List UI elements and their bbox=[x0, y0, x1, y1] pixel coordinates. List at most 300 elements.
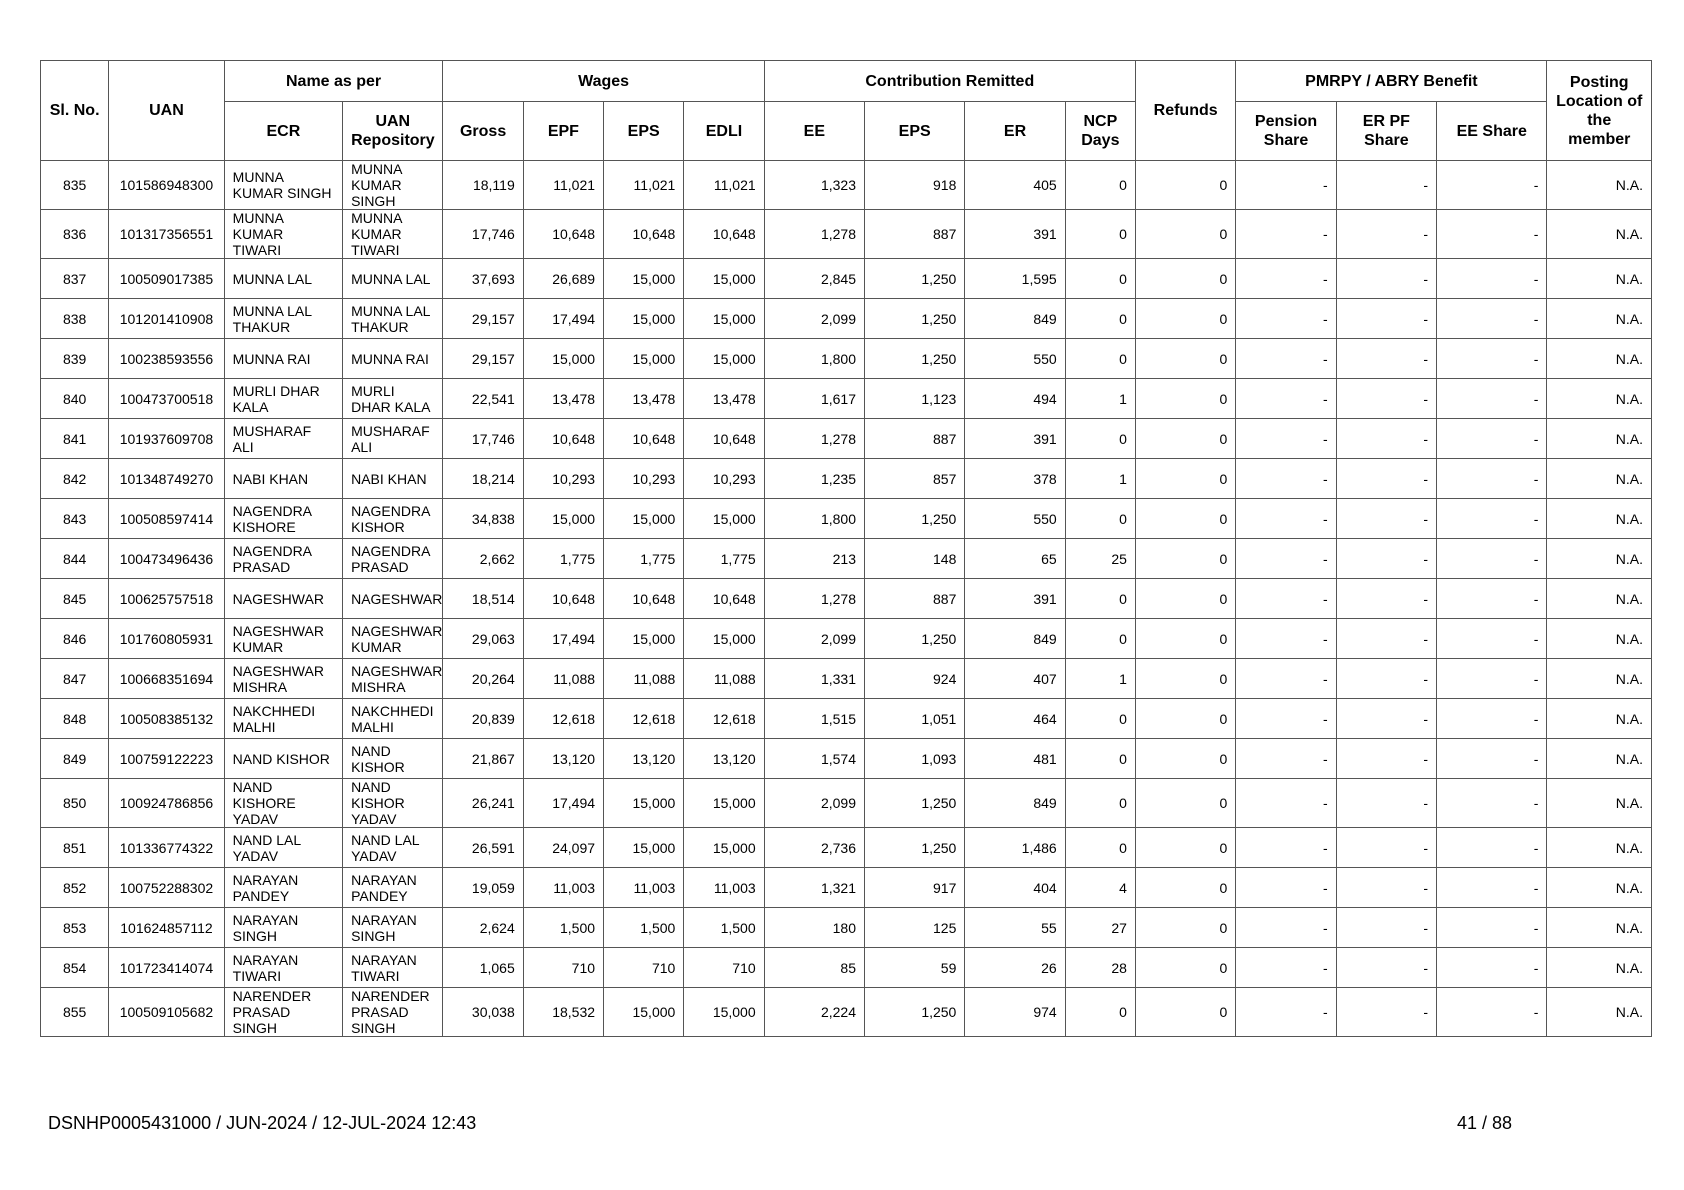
cell-edli: 15,000 bbox=[684, 339, 764, 379]
cell-epf: 17,494 bbox=[523, 779, 603, 828]
cell-ecr-name: NARAYAN SINGH bbox=[224, 908, 342, 948]
cell-gross: 18,214 bbox=[443, 459, 523, 499]
header-name-as-per: Name as per bbox=[224, 61, 443, 102]
cell-uan: 101201410908 bbox=[109, 299, 224, 339]
cell-edli: 13,478 bbox=[684, 379, 764, 419]
cell-ncp-days: 0 bbox=[1065, 210, 1135, 259]
table-row bbox=[41, 259, 1652, 299]
cell-pension-share: - bbox=[1236, 459, 1336, 499]
cell-pension-share: - bbox=[1236, 299, 1336, 339]
cell-sl-no: 852 bbox=[41, 868, 109, 908]
cell-repository-name: NABI KHAN bbox=[343, 459, 443, 499]
cell-gross: 20,839 bbox=[443, 699, 523, 739]
cell-repository-name: NAGENDRA KISHOR bbox=[343, 499, 443, 539]
cell-ncp-days: 27 bbox=[1065, 908, 1135, 948]
cell-ncp-days: 0 bbox=[1065, 988, 1135, 1037]
table-row bbox=[41, 539, 1652, 579]
cell-er: 407 bbox=[965, 659, 1065, 699]
cell-sl-no: 855 bbox=[41, 988, 109, 1037]
cell-gross: 29,063 bbox=[443, 619, 523, 659]
cell-ecr-name: MUNNA LAL THAKUR bbox=[224, 299, 342, 339]
cell-ee-share: - bbox=[1437, 419, 1547, 459]
cell-ee-share: - bbox=[1437, 379, 1547, 419]
cell-contribution-eps: 917 bbox=[865, 868, 965, 908]
cell-epf: 17,494 bbox=[523, 619, 603, 659]
cell-er: 65 bbox=[965, 539, 1065, 579]
header-er: ER bbox=[965, 102, 1065, 161]
cell-uan: 100759122223 bbox=[109, 739, 224, 779]
cell-contribution-eps: 887 bbox=[865, 579, 965, 619]
cell-pension-share: - bbox=[1236, 379, 1336, 419]
cell-uan: 100473496436 bbox=[109, 539, 224, 579]
cell-ee: 1,321 bbox=[764, 868, 864, 908]
table-row bbox=[41, 459, 1652, 499]
cell-ncp-days: 0 bbox=[1065, 699, 1135, 739]
cell-posting-location: N.A. bbox=[1547, 299, 1652, 339]
cell-edli: 10,648 bbox=[684, 419, 764, 459]
cell-ee-share: - bbox=[1437, 339, 1547, 379]
cell-eps: 10,293 bbox=[604, 459, 684, 499]
cell-gross: 17,746 bbox=[443, 419, 523, 459]
cell-ncp-days: 25 bbox=[1065, 539, 1135, 579]
cell-ecr-name: NAKCHHEDI MALHI bbox=[224, 699, 342, 739]
cell-er-pf-share: - bbox=[1336, 299, 1436, 339]
cell-ee: 2,224 bbox=[764, 988, 864, 1037]
table-row bbox=[41, 779, 1652, 828]
cell-contribution-eps: 125 bbox=[865, 908, 965, 948]
cell-epf: 10,648 bbox=[523, 210, 603, 259]
cell-posting-location: N.A. bbox=[1547, 379, 1652, 419]
table-body bbox=[41, 161, 1652, 1037]
cell-ee: 180 bbox=[764, 908, 864, 948]
header-epf: EPF bbox=[523, 102, 603, 161]
cell-gross: 34,838 bbox=[443, 499, 523, 539]
cell-er-pf-share: - bbox=[1336, 988, 1436, 1037]
cell-refunds: 0 bbox=[1135, 579, 1235, 619]
cell-refunds: 0 bbox=[1135, 908, 1235, 948]
cell-contribution-eps: 1,250 bbox=[865, 779, 965, 828]
cell-er-pf-share: - bbox=[1336, 908, 1436, 948]
cell-posting-location: N.A. bbox=[1547, 779, 1652, 828]
cell-ncp-days: 0 bbox=[1065, 619, 1135, 659]
cell-ecr-name: MUNNA KUMAR SINGH bbox=[224, 161, 342, 210]
cell-ncp-days: 0 bbox=[1065, 419, 1135, 459]
cell-sl-no: 835 bbox=[41, 161, 109, 210]
cell-ee: 2,099 bbox=[764, 779, 864, 828]
cell-ee-share: - bbox=[1437, 948, 1547, 988]
table-row bbox=[41, 419, 1652, 459]
cell-eps: 15,000 bbox=[604, 299, 684, 339]
cell-ee-share: - bbox=[1437, 739, 1547, 779]
cell-pension-share: - bbox=[1236, 499, 1336, 539]
cell-gross: 18,119 bbox=[443, 161, 523, 210]
cell-pension-share: - bbox=[1236, 619, 1336, 659]
cell-epf: 710 bbox=[523, 948, 603, 988]
cell-uan: 101624857112 bbox=[109, 908, 224, 948]
cell-ee-share: - bbox=[1437, 659, 1547, 699]
header-edli: EDLI bbox=[684, 102, 764, 161]
cell-ecr-name: NARAYAN PANDEY bbox=[224, 868, 342, 908]
cell-ee-share: - bbox=[1437, 259, 1547, 299]
cell-ee: 1,278 bbox=[764, 579, 864, 619]
cell-ecr-name: MUSHARAF ALI bbox=[224, 419, 342, 459]
cell-eps: 15,000 bbox=[604, 779, 684, 828]
cell-pension-share: - bbox=[1236, 579, 1336, 619]
cell-ncp-days: 0 bbox=[1065, 299, 1135, 339]
cell-repository-name: NAGESHWAR MISHRA bbox=[343, 659, 443, 699]
cell-epf: 1,500 bbox=[523, 908, 603, 948]
cell-ncp-days: 0 bbox=[1065, 339, 1135, 379]
cell-er: 26 bbox=[965, 948, 1065, 988]
cell-repository-name: NARAYAN TIWARI bbox=[343, 948, 443, 988]
cell-pension-share: - bbox=[1236, 161, 1336, 210]
cell-refunds: 0 bbox=[1135, 161, 1235, 210]
cell-pension-share: - bbox=[1236, 779, 1336, 828]
cell-epf: 13,120 bbox=[523, 739, 603, 779]
cell-posting-location: N.A. bbox=[1547, 868, 1652, 908]
cell-ee-share: - bbox=[1437, 619, 1547, 659]
cell-ecr-name: MURLI DHAR KALA bbox=[224, 379, 342, 419]
cell-edli: 13,120 bbox=[684, 739, 764, 779]
cell-contribution-eps: 59 bbox=[865, 948, 965, 988]
cell-epf: 11,088 bbox=[523, 659, 603, 699]
cell-posting-location: N.A. bbox=[1547, 259, 1652, 299]
cell-gross: 17,746 bbox=[443, 210, 523, 259]
cell-refunds: 0 bbox=[1135, 779, 1235, 828]
cell-posting-location: N.A. bbox=[1547, 539, 1652, 579]
cell-epf: 10,293 bbox=[523, 459, 603, 499]
cell-repository-name: MUNNA RAI bbox=[343, 339, 443, 379]
table-row bbox=[41, 988, 1652, 1037]
cell-contribution-eps: 1,250 bbox=[865, 339, 965, 379]
cell-contribution-eps: 1,250 bbox=[865, 828, 965, 868]
cell-epf: 26,689 bbox=[523, 259, 603, 299]
cell-ee-share: - bbox=[1437, 459, 1547, 499]
cell-ee: 1,331 bbox=[764, 659, 864, 699]
cell-uan: 100752288302 bbox=[109, 868, 224, 908]
cell-sl-no: 851 bbox=[41, 828, 109, 868]
cell-repository-name: NARENDER PRASAD SINGH bbox=[343, 988, 443, 1037]
cell-sl-no: 844 bbox=[41, 539, 109, 579]
cell-ecr-name: MUNNA RAI bbox=[224, 339, 342, 379]
cell-refunds: 0 bbox=[1135, 210, 1235, 259]
cell-ecr-name: NAGESHWAR MISHRA bbox=[224, 659, 342, 699]
cell-contribution-eps: 924 bbox=[865, 659, 965, 699]
cell-ncp-days: 1 bbox=[1065, 459, 1135, 499]
cell-refunds: 0 bbox=[1135, 948, 1235, 988]
cell-contribution-eps: 148 bbox=[865, 539, 965, 579]
cell-pension-share: - bbox=[1236, 210, 1336, 259]
cell-uan: 101317356551 bbox=[109, 210, 224, 259]
cell-er-pf-share: - bbox=[1336, 210, 1436, 259]
cell-epf: 11,003 bbox=[523, 868, 603, 908]
cell-contribution-eps: 857 bbox=[865, 459, 965, 499]
cell-eps: 15,000 bbox=[604, 259, 684, 299]
cell-er: 1,486 bbox=[965, 828, 1065, 868]
cell-uan: 100924786856 bbox=[109, 779, 224, 828]
table-row bbox=[41, 699, 1652, 739]
header-eps: EPS bbox=[604, 102, 684, 161]
cell-er: 391 bbox=[965, 419, 1065, 459]
cell-repository-name: MURLI DHAR KALA bbox=[343, 379, 443, 419]
table-row bbox=[41, 299, 1652, 339]
cell-repository-name: NAGESHWAR bbox=[343, 579, 443, 619]
cell-edli: 1,500 bbox=[684, 908, 764, 948]
cell-refunds: 0 bbox=[1135, 619, 1235, 659]
cell-ee: 1,617 bbox=[764, 379, 864, 419]
header-uan-repository: UAN Repository bbox=[343, 102, 443, 161]
cell-edli: 11,021 bbox=[684, 161, 764, 210]
cell-ee: 1,515 bbox=[764, 699, 864, 739]
cell-edli: 11,088 bbox=[684, 659, 764, 699]
cell-posting-location: N.A. bbox=[1547, 619, 1652, 659]
cell-posting-location: N.A. bbox=[1547, 339, 1652, 379]
table-row bbox=[41, 908, 1652, 948]
cell-contribution-eps: 1,250 bbox=[865, 619, 965, 659]
header-posting-location: Posting Location of the member bbox=[1547, 61, 1652, 161]
cell-pension-share: - bbox=[1236, 908, 1336, 948]
cell-posting-location: N.A. bbox=[1547, 161, 1652, 210]
cell-er-pf-share: - bbox=[1336, 259, 1436, 299]
cell-ncp-days: 1 bbox=[1065, 659, 1135, 699]
cell-ee: 213 bbox=[764, 539, 864, 579]
cell-repository-name: MUNNA KUMAR TIWARI bbox=[343, 210, 443, 259]
cell-er-pf-share: - bbox=[1336, 161, 1436, 210]
cell-gross: 18,514 bbox=[443, 579, 523, 619]
cell-gross: 37,693 bbox=[443, 259, 523, 299]
cell-sl-no: 841 bbox=[41, 419, 109, 459]
cell-er-pf-share: - bbox=[1336, 948, 1436, 988]
cell-er-pf-share: - bbox=[1336, 828, 1436, 868]
cell-gross: 1,065 bbox=[443, 948, 523, 988]
cell-gross: 19,059 bbox=[443, 868, 523, 908]
cell-gross: 2,624 bbox=[443, 908, 523, 948]
cell-er-pf-share: - bbox=[1336, 868, 1436, 908]
cell-uan: 100508385132 bbox=[109, 699, 224, 739]
cell-er: 494 bbox=[965, 379, 1065, 419]
cell-er: 464 bbox=[965, 699, 1065, 739]
page-number: 41 / 88 bbox=[1456, 1113, 1512, 1133]
cell-epf: 15,000 bbox=[523, 339, 603, 379]
table-row bbox=[41, 339, 1652, 379]
cell-sl-no: 837 bbox=[41, 259, 109, 299]
cell-refunds: 0 bbox=[1135, 988, 1235, 1037]
cell-edli: 10,648 bbox=[684, 210, 764, 259]
cell-ecr-name: NAGENDRA KISHORE bbox=[224, 499, 342, 539]
cell-ee: 1,574 bbox=[764, 739, 864, 779]
cell-ee: 1,323 bbox=[764, 161, 864, 210]
header-wages: Wages bbox=[443, 61, 764, 102]
cell-ncp-days: 28 bbox=[1065, 948, 1135, 988]
header-contribution-eps: EPS bbox=[865, 102, 965, 161]
cell-uan: 101760805931 bbox=[109, 619, 224, 659]
cell-gross: 29,157 bbox=[443, 299, 523, 339]
cell-posting-location: N.A. bbox=[1547, 988, 1652, 1037]
cell-epf: 18,532 bbox=[523, 988, 603, 1037]
cell-posting-location: N.A. bbox=[1547, 419, 1652, 459]
cell-epf: 1,775 bbox=[523, 539, 603, 579]
cell-sl-no: 840 bbox=[41, 379, 109, 419]
cell-ecr-name: NAND KISHORE YADAV bbox=[224, 779, 342, 828]
cell-uan: 101937609708 bbox=[109, 419, 224, 459]
cell-sl-no: 847 bbox=[41, 659, 109, 699]
cell-repository-name: NAND KISHOR bbox=[343, 739, 443, 779]
table-row bbox=[41, 868, 1652, 908]
cell-edli: 15,000 bbox=[684, 619, 764, 659]
cell-ncp-days: 1 bbox=[1065, 379, 1135, 419]
cell-eps: 10,648 bbox=[604, 419, 684, 459]
cell-er: 974 bbox=[965, 988, 1065, 1037]
header-uan: UAN bbox=[109, 61, 224, 161]
cell-pension-share: - bbox=[1236, 988, 1336, 1037]
cell-edli: 15,000 bbox=[684, 828, 764, 868]
cell-ee-share: - bbox=[1437, 579, 1547, 619]
cell-pension-share: - bbox=[1236, 828, 1336, 868]
cell-ncp-days: 0 bbox=[1065, 259, 1135, 299]
cell-ecr-name: NARAYAN TIWARI bbox=[224, 948, 342, 988]
cell-refunds: 0 bbox=[1135, 739, 1235, 779]
cell-ee: 1,278 bbox=[764, 419, 864, 459]
header-ecr: ECR bbox=[224, 102, 342, 161]
cell-ncp-days: 0 bbox=[1065, 779, 1135, 828]
header-refunds: Refunds bbox=[1135, 61, 1235, 161]
cell-ecr-name: NAGESHWAR KUMAR bbox=[224, 619, 342, 659]
cell-epf: 10,648 bbox=[523, 579, 603, 619]
cell-eps: 11,088 bbox=[604, 659, 684, 699]
table-row bbox=[41, 210, 1652, 259]
cell-refunds: 0 bbox=[1135, 339, 1235, 379]
cell-eps: 1,500 bbox=[604, 908, 684, 948]
cell-ee: 2,736 bbox=[764, 828, 864, 868]
cell-ncp-days: 0 bbox=[1065, 579, 1135, 619]
cell-eps: 11,021 bbox=[604, 161, 684, 210]
cell-uan: 100625757518 bbox=[109, 579, 224, 619]
cell-ecr-name: NAGENDRA PRASAD bbox=[224, 539, 342, 579]
cell-repository-name: MUNNA KUMAR SINGH bbox=[343, 161, 443, 210]
cell-pension-share: - bbox=[1236, 539, 1336, 579]
cell-er-pf-share: - bbox=[1336, 539, 1436, 579]
cell-edli: 15,000 bbox=[684, 259, 764, 299]
header-gross: Gross bbox=[443, 102, 523, 161]
cell-refunds: 0 bbox=[1135, 868, 1235, 908]
cell-refunds: 0 bbox=[1135, 659, 1235, 699]
cell-ee-share: - bbox=[1437, 988, 1547, 1037]
cell-contribution-eps: 1,250 bbox=[865, 299, 965, 339]
cell-er: 391 bbox=[965, 579, 1065, 619]
cell-edli: 15,000 bbox=[684, 779, 764, 828]
cell-repository-name: MUNNA LAL bbox=[343, 259, 443, 299]
cell-ee-share: - bbox=[1437, 539, 1547, 579]
cell-ee: 1,278 bbox=[764, 210, 864, 259]
cell-er-pf-share: - bbox=[1336, 739, 1436, 779]
header-ncp-days: NCP Days bbox=[1065, 102, 1135, 161]
cell-er: 405 bbox=[965, 161, 1065, 210]
cell-ecr-name: NAND KISHOR bbox=[224, 739, 342, 779]
cell-pension-share: - bbox=[1236, 419, 1336, 459]
cell-sl-no: 846 bbox=[41, 619, 109, 659]
cell-ee: 1,800 bbox=[764, 499, 864, 539]
cell-er: 849 bbox=[965, 779, 1065, 828]
cell-ee: 2,099 bbox=[764, 619, 864, 659]
cell-ee: 2,845 bbox=[764, 259, 864, 299]
cell-ecr-name: NAND LAL YADAV bbox=[224, 828, 342, 868]
cell-refunds: 0 bbox=[1135, 459, 1235, 499]
cell-contribution-eps: 1,123 bbox=[865, 379, 965, 419]
cell-ee-share: - bbox=[1437, 161, 1547, 210]
cell-sl-no: 849 bbox=[41, 739, 109, 779]
cell-er-pf-share: - bbox=[1336, 779, 1436, 828]
cell-repository-name: NARAYAN SINGH bbox=[343, 908, 443, 948]
cell-ee: 1,800 bbox=[764, 339, 864, 379]
cell-gross: 21,867 bbox=[443, 739, 523, 779]
cell-contribution-eps: 1,250 bbox=[865, 499, 965, 539]
cell-repository-name: NAKCHHEDI MALHI bbox=[343, 699, 443, 739]
cell-eps: 12,618 bbox=[604, 699, 684, 739]
cell-pension-share: - bbox=[1236, 339, 1336, 379]
cell-sl-no: 842 bbox=[41, 459, 109, 499]
cell-uan: 100508597414 bbox=[109, 499, 224, 539]
cell-edli: 10,293 bbox=[684, 459, 764, 499]
cell-uan: 100238593556 bbox=[109, 339, 224, 379]
cell-er: 55 bbox=[965, 908, 1065, 948]
cell-edli: 10,648 bbox=[684, 579, 764, 619]
cell-sl-no: 836 bbox=[41, 210, 109, 259]
table-row bbox=[41, 579, 1652, 619]
cell-er: 1,595 bbox=[965, 259, 1065, 299]
cell-gross: 22,541 bbox=[443, 379, 523, 419]
cell-eps: 15,000 bbox=[604, 619, 684, 659]
cell-ncp-days: 0 bbox=[1065, 828, 1135, 868]
cell-eps: 710 bbox=[604, 948, 684, 988]
header-ee-share: EE Share bbox=[1437, 102, 1547, 161]
table-row bbox=[41, 948, 1652, 988]
cell-epf: 17,494 bbox=[523, 299, 603, 339]
cell-eps: 15,000 bbox=[604, 339, 684, 379]
cell-contribution-eps: 918 bbox=[865, 161, 965, 210]
cell-sl-no: 850 bbox=[41, 779, 109, 828]
cell-ncp-days: 0 bbox=[1065, 499, 1135, 539]
cell-eps: 13,478 bbox=[604, 379, 684, 419]
cell-sl-no: 853 bbox=[41, 908, 109, 948]
cell-refunds: 0 bbox=[1135, 419, 1235, 459]
cell-sl-no: 839 bbox=[41, 339, 109, 379]
cell-ee-share: - bbox=[1437, 779, 1547, 828]
cell-gross: 26,241 bbox=[443, 779, 523, 828]
cell-er: 849 bbox=[965, 299, 1065, 339]
cell-er: 849 bbox=[965, 619, 1065, 659]
cell-uan: 101336774322 bbox=[109, 828, 224, 868]
cell-uan: 100668351694 bbox=[109, 659, 224, 699]
cell-er: 481 bbox=[965, 739, 1065, 779]
cell-ee-share: - bbox=[1437, 210, 1547, 259]
cell-sl-no: 843 bbox=[41, 499, 109, 539]
cell-er-pf-share: - bbox=[1336, 659, 1436, 699]
cell-sl-no: 845 bbox=[41, 579, 109, 619]
table-row bbox=[41, 619, 1652, 659]
cell-sl-no: 854 bbox=[41, 948, 109, 988]
cell-refunds: 0 bbox=[1135, 828, 1235, 868]
cell-er-pf-share: - bbox=[1336, 619, 1436, 659]
cell-er-pf-share: - bbox=[1336, 339, 1436, 379]
cell-ee-share: - bbox=[1437, 299, 1547, 339]
cell-ee-share: - bbox=[1437, 828, 1547, 868]
cell-er-pf-share: - bbox=[1336, 579, 1436, 619]
cell-ee: 2,099 bbox=[764, 299, 864, 339]
cell-ee-share: - bbox=[1437, 499, 1547, 539]
cell-posting-location: N.A. bbox=[1547, 459, 1652, 499]
cell-eps: 11,003 bbox=[604, 868, 684, 908]
cell-er-pf-share: - bbox=[1336, 699, 1436, 739]
